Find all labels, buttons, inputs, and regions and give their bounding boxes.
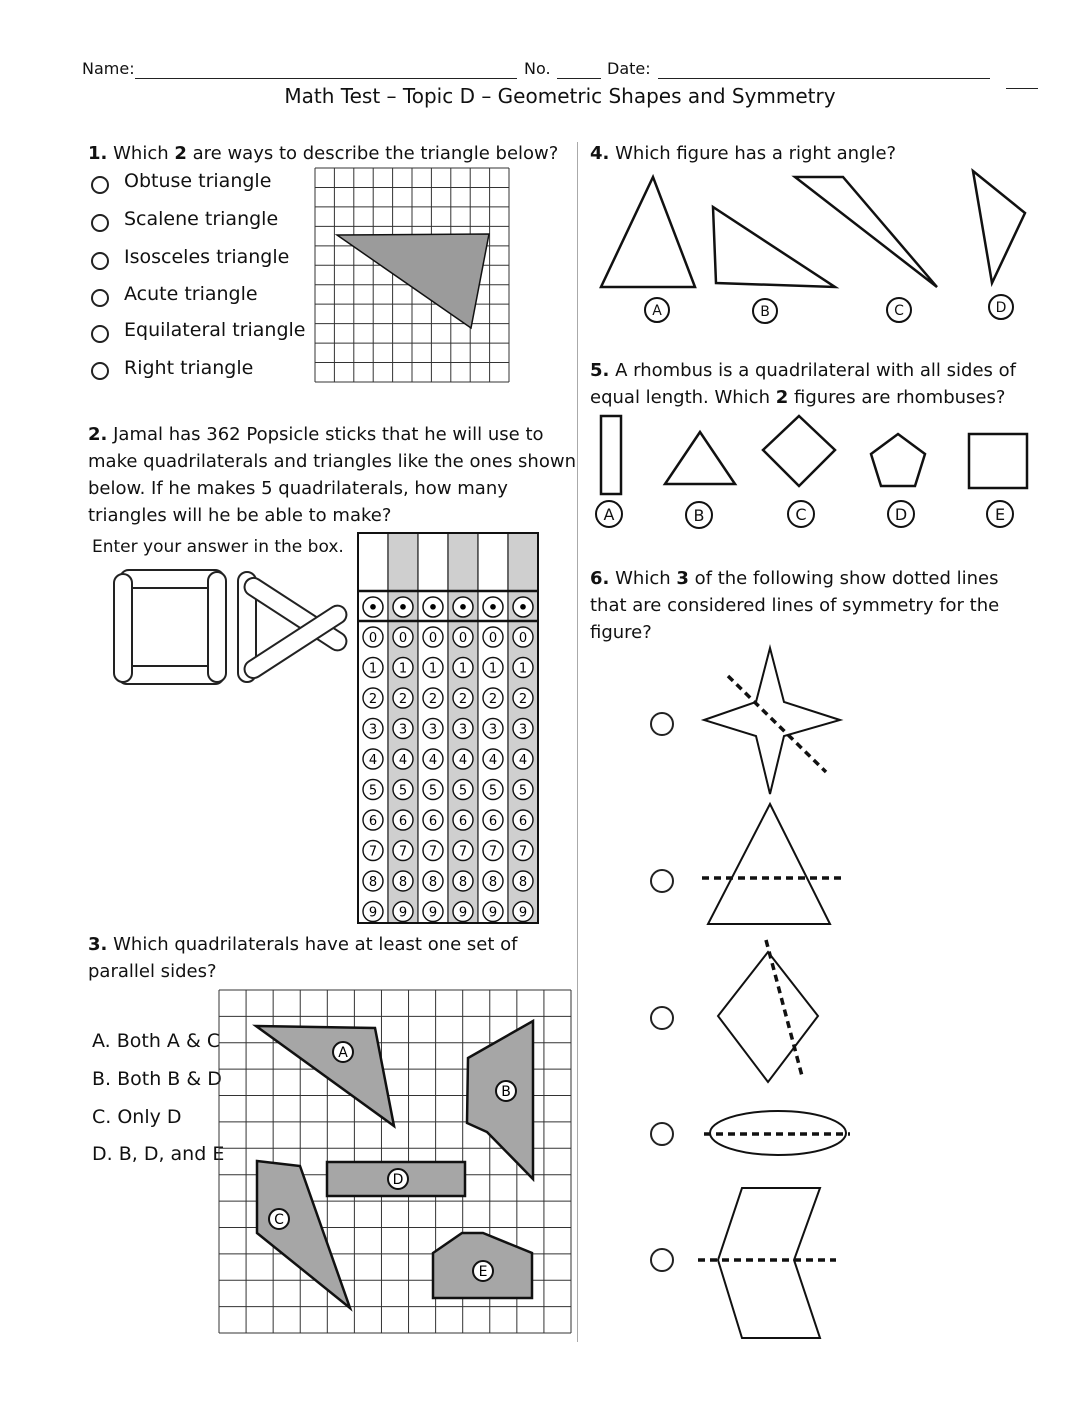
- digit-label: 8: [398, 875, 408, 890]
- digit-label: 9: [518, 905, 528, 921]
- digit-label: 5: [398, 783, 408, 799]
- digit-label: 4: [458, 753, 468, 768]
- svg-text:•: •: [367, 598, 379, 617]
- q3-shape-label: E: [478, 1264, 488, 1280]
- q4-label-a: A: [652, 303, 662, 319]
- digit-label: 0: [458, 631, 468, 646]
- digit-label: 1: [518, 661, 528, 677]
- digit-label: 6: [428, 814, 438, 829]
- q6-prompt: 6. Which 3 of the following show dotted lines that are considered lines of symmetry for the figure?: [590, 568, 1000, 643]
- figure-e-square: [969, 434, 1027, 488]
- digit-label: 0: [518, 631, 528, 646]
- digit-label: 6: [398, 814, 408, 829]
- q5-label-b: B: [693, 506, 705, 525]
- q1-option-0-label: Obtuse triangle: [124, 170, 272, 192]
- digit-label: 7: [428, 844, 438, 860]
- digit-label: 0: [368, 631, 378, 646]
- digit-label: 5: [368, 783, 378, 799]
- digit-label: 3: [368, 722, 378, 738]
- digit-label: 2: [428, 692, 438, 707]
- q3-shape-label: A: [338, 1045, 348, 1061]
- date-label: Date:: [607, 59, 651, 78]
- triangle-figure: [708, 804, 830, 924]
- date-field[interactable]: [658, 60, 990, 79]
- q1-option-3-radio[interactable]: [91, 289, 109, 307]
- digit-label: 9: [398, 905, 408, 921]
- q5-label-e: E: [994, 505, 1006, 524]
- q6-option-2-radio[interactable]: [650, 1006, 674, 1030]
- digit-label: 4: [428, 753, 438, 768]
- chevron-figure: [718, 1188, 820, 1338]
- svg-text:•: •: [457, 598, 469, 617]
- svg-text:•: •: [487, 598, 499, 617]
- digit-label: 8: [458, 875, 468, 890]
- name-field[interactable]: [135, 60, 517, 79]
- digit-label: 5: [518, 783, 528, 799]
- digit-label: 1: [428, 661, 438, 677]
- digit-label: 3: [458, 722, 468, 738]
- column-divider: [577, 142, 578, 1342]
- digit-label: 8: [428, 875, 438, 890]
- svg-text:•: •: [517, 598, 529, 617]
- digit-label: 3: [518, 722, 528, 738]
- popsicle-square-icon: [110, 568, 230, 686]
- rhombus-figure: [718, 952, 818, 1082]
- q1-option-2-radio[interactable]: [91, 252, 109, 270]
- answer-prompt: Enter your answer in the box.: [92, 537, 344, 557]
- digit-label: 1: [398, 661, 408, 677]
- digit-label: 4: [488, 753, 498, 768]
- q3-option-c[interactable]: C. Only D: [92, 1106, 182, 1128]
- q6-option-0-radio[interactable]: [650, 712, 674, 736]
- q1-triangle: [337, 234, 489, 328]
- q1-option-4-label: Equilateral triangle: [124, 319, 306, 341]
- q3-option-a[interactable]: A. Both A & C: [92, 1030, 221, 1052]
- triangle-d: [973, 171, 1025, 283]
- figure-d-pentagon: [871, 434, 925, 486]
- figure-c-rhombus: [763, 416, 835, 486]
- digit-label: 9: [368, 905, 378, 921]
- digit-label: 7: [488, 844, 498, 860]
- q4-triangles: [595, 165, 1035, 330]
- q4-label-c: C: [894, 303, 904, 319]
- digit-label: 2: [518, 692, 528, 707]
- q2-prompt: 2. Jamal has 362 Popsicle sticks that he will use to make quadrilaterals and triangles like the ones shown below. If he makes 5 quadrilaterals, how many triangles will he be able to make?: [88, 424, 576, 526]
- q3-prompt: 3. Which quadrilaterals have at least one set of parallel sides?: [88, 934, 518, 982]
- digit-label: 4: [368, 753, 378, 768]
- digit-label: 4: [398, 753, 408, 768]
- digit-label: 6: [488, 814, 498, 829]
- digit-label: 2: [458, 692, 468, 707]
- q6-option-4-radio[interactable]: [650, 1248, 674, 1272]
- q1-option-5-label: Right triangle: [124, 357, 254, 379]
- name-label: Name:: [82, 59, 135, 78]
- digit-label: 5: [488, 783, 498, 799]
- digit-label: 3: [398, 722, 408, 738]
- q1-option-0-radio[interactable]: [91, 176, 109, 194]
- digit-label: 5: [458, 783, 468, 799]
- q1-option-3-label: Acute triangle: [124, 283, 258, 305]
- answer-grid-in[interactable]: [356, 533, 538, 925]
- q3-option-d[interactable]: D. B, D, and E: [92, 1143, 225, 1165]
- digit-label: 7: [458, 844, 468, 860]
- digit-label: 2: [488, 692, 498, 707]
- q1-prompt: 1. Which 2 are ways to describe the triangle below?: [88, 143, 559, 164]
- digit-label: 1: [458, 661, 468, 677]
- q5-label-d: D: [894, 505, 908, 524]
- q3-shape-label: B: [501, 1084, 511, 1100]
- q3-shape-a: [256, 1026, 394, 1126]
- digit-label: 7: [518, 844, 528, 860]
- q4-label-b: B: [760, 304, 770, 320]
- q1-option-1-radio[interactable]: [91, 214, 109, 232]
- digit-label: 0: [398, 631, 408, 646]
- figure-a-rectangle: [601, 416, 621, 494]
- digit-label: 6: [458, 814, 468, 829]
- q1-option-1-label: Scalene triangle: [124, 208, 279, 230]
- digit-label: 6: [368, 814, 378, 829]
- triangle-c: [795, 177, 937, 287]
- q3-shape-label: C: [274, 1212, 284, 1228]
- digit-label: 1: [488, 661, 498, 677]
- q6-option-1-radio[interactable]: [650, 869, 674, 893]
- digit-label: 8: [518, 875, 528, 890]
- digit-label: 3: [488, 722, 498, 738]
- svg-text:•: •: [397, 598, 409, 617]
- q4-label-d: D: [995, 300, 1007, 316]
- q1-option-4-radio[interactable]: [91, 325, 109, 343]
- digit-label: 2: [398, 692, 408, 707]
- q5-label-a: A: [603, 505, 615, 524]
- digit-label: 0: [488, 631, 498, 646]
- digit-label: 9: [488, 905, 498, 921]
- q1-triangle-grid: [315, 168, 510, 383]
- q3-option-b[interactable]: B. Both B & D: [92, 1068, 222, 1090]
- digit-label: 2: [368, 692, 378, 707]
- digit-label: 6: [518, 814, 528, 829]
- number-label: No.: [524, 59, 551, 78]
- q5-label-c: C: [795, 505, 807, 524]
- svg-text:•: •: [427, 598, 439, 617]
- digit-label: 4: [518, 753, 528, 768]
- triangle-b: [713, 207, 835, 287]
- q1-option-5-radio[interactable]: [91, 362, 109, 380]
- q5-prompt: 5. A rhombus is a quadrilateral with all sides of equal length. Which 2 figures are rhombuses?: [590, 360, 1016, 408]
- digit-label: 7: [398, 844, 408, 860]
- digit-label: 7: [368, 844, 378, 860]
- digit-label: 9: [458, 905, 468, 921]
- digit-label: 1: [368, 661, 378, 677]
- figure-b-triangle: [665, 432, 735, 484]
- page-title: Math Test – Topic D – Geometric Shapes and Symmetry: [284, 84, 836, 108]
- number-field[interactable]: [557, 60, 601, 79]
- digit-label: 8: [488, 875, 498, 890]
- q6-symmetry-figures: [690, 640, 860, 1340]
- digit-label: 8: [368, 875, 378, 890]
- q1-option-2-label: Isosceles triangle: [124, 246, 290, 268]
- q3-quadrilateral-grid: [219, 990, 573, 1335]
- digit-label: 3: [428, 722, 438, 738]
- q5-figures: [595, 412, 1035, 532]
- q6-option-3-radio[interactable]: [650, 1122, 674, 1146]
- digit-label: 9: [428, 905, 438, 921]
- digit-label: 5: [428, 783, 438, 799]
- q3-shape-label: D: [392, 1172, 404, 1188]
- q4-prompt: 4. Which figure has a right angle?: [590, 143, 897, 164]
- digit-label: 0: [428, 631, 438, 646]
- triangle-a: [601, 177, 695, 287]
- popsicle-triangle-icon: [238, 570, 348, 686]
